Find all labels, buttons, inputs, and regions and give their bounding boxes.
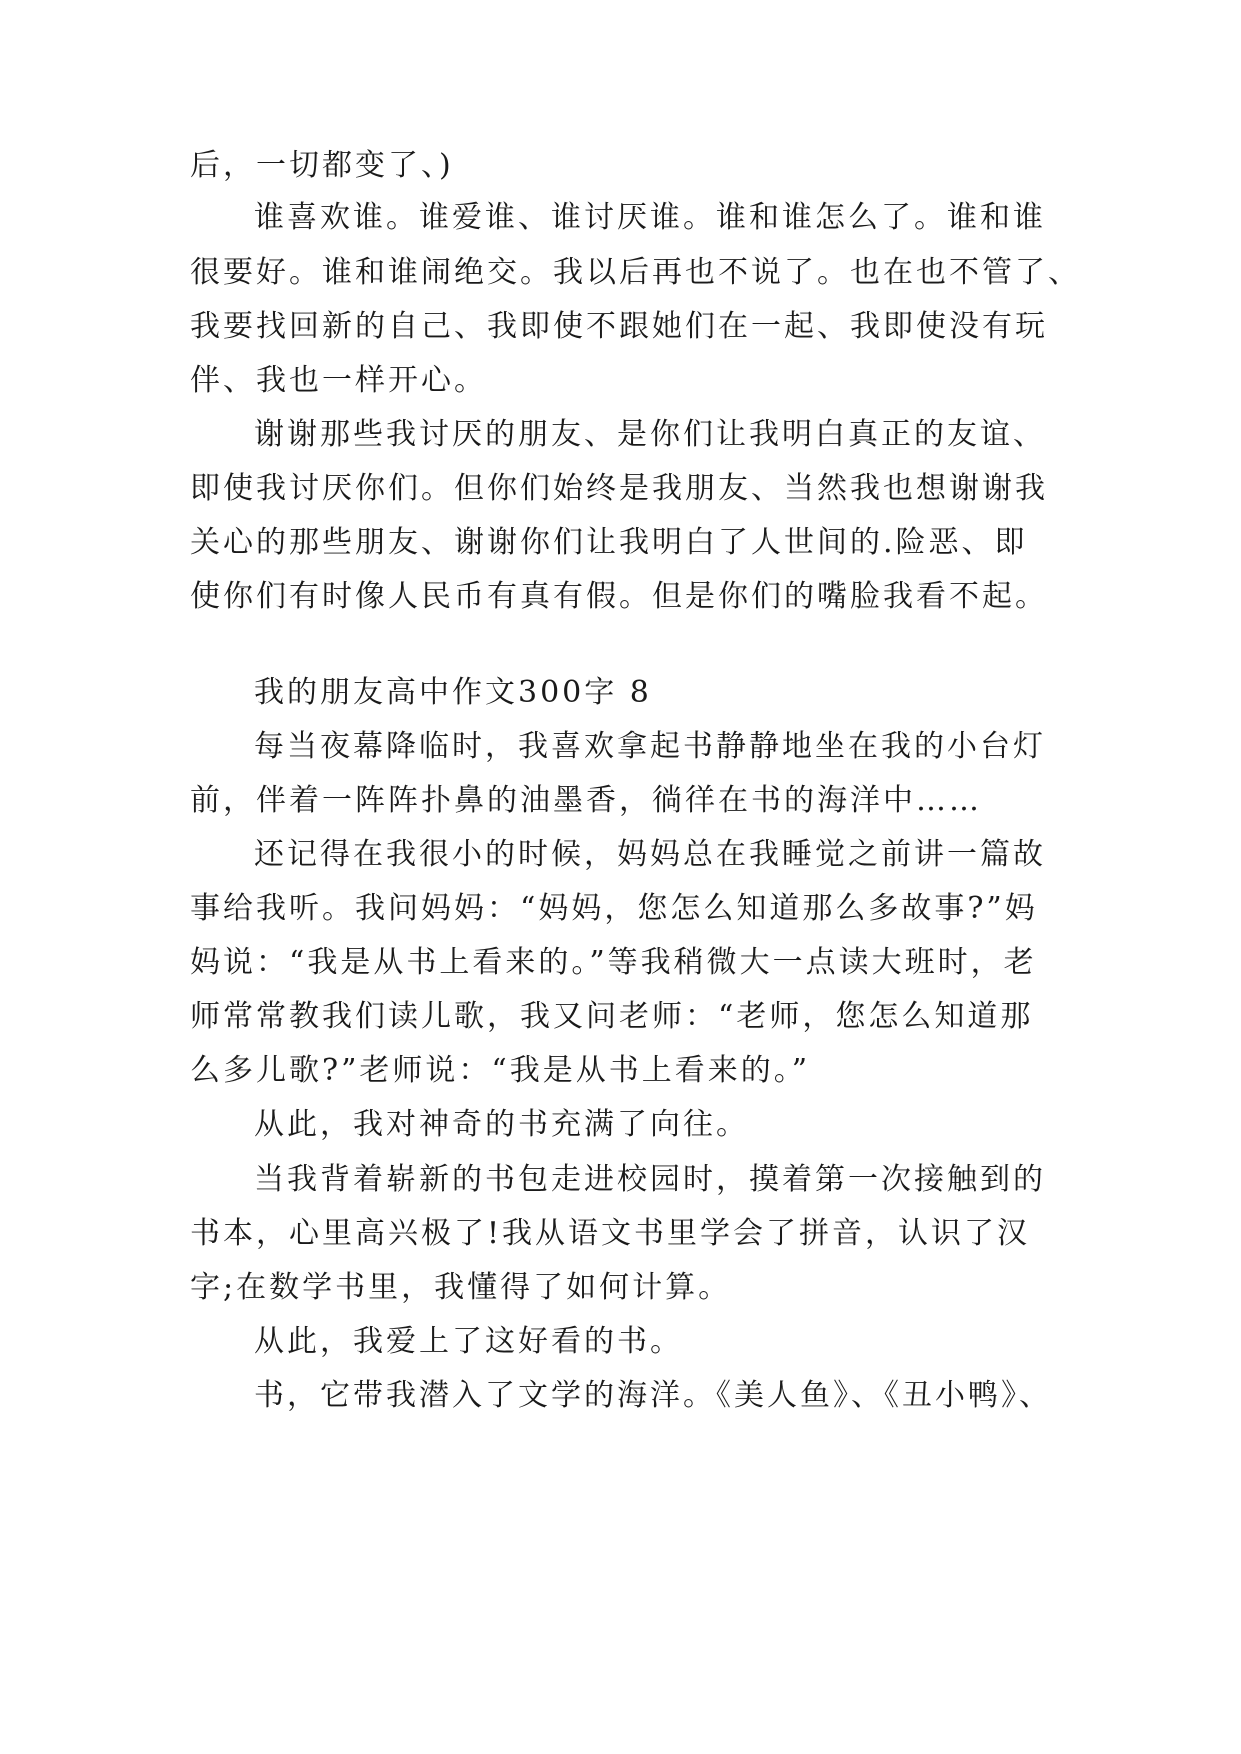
text-line: 使你们有时像人民币有真有假。但是你们的嘴脸我看不起。 — [190, 579, 1048, 614]
text-line: 书，它带我潜入了文学的海洋。《美人鱼》、《丑小鸭》、 — [254, 1378, 1052, 1413]
text-line: 字;在数学书里，我懂得了如何计算。 — [190, 1270, 732, 1305]
text-line: 从此，我爱上了这好看的书。 — [254, 1324, 683, 1359]
text-line: 每当夜幕降临时，我喜欢拿起书静静地坐在我的小台灯 — [254, 729, 1046, 764]
text-line: 谢谢那些我讨厌的朋友、是你们让我明白真正的友谊、 — [254, 417, 1046, 452]
text-line: 前，伴着一阵阵扑鼻的油墨香，徜徉在书的海洋中…… — [190, 783, 982, 818]
text-line: 师常常教我们读儿歌，我又问老师：“老师，您怎么知道那 — [190, 999, 1034, 1034]
text-line: 关心的那些朋友、谢谢你们让我明白了人世间的.险恶、即 — [190, 525, 1028, 560]
text-line: 书本，心里高兴极了!我从语文书里学会了拼音，认识了汉 — [190, 1216, 1031, 1251]
text-line: 妈说：“我是从书上看来的。”等我稍微大一点读大班时，老 — [190, 945, 1037, 980]
text-line: 从此，我对神奇的书充满了向往。 — [254, 1107, 749, 1142]
text-line: 后，一切都变了、) — [190, 148, 454, 183]
text-line: 谁喜欢谁。谁爱谁、谁讨厌谁。谁和谁怎么了。谁和谁 — [254, 200, 1046, 235]
text-line: 么多儿歌?”老师说：“我是从书上看来的。” — [190, 1053, 811, 1088]
text-line: 当我背着崭新的书包走进校园时，摸着第一次接触到的 — [254, 1162, 1046, 1197]
section-heading: 我的朋友高中作文300字 8 — [254, 675, 652, 710]
text-line: 即使我讨厌你们。但你们始终是我朋友、当然我也想谢谢我 — [190, 471, 1048, 506]
text-line: 我要找回新的自己、我即使不跟她们在一起、我即使没有玩 — [190, 309, 1048, 344]
text-line: 事给我听。我问妈妈：“妈妈，您怎么知道那么多故事?”妈 — [190, 891, 1038, 926]
text-line: 还记得在我很小的时候，妈妈总在我睡觉之前讲一篇故 — [254, 837, 1046, 872]
text-line: 伴、我也一样开心。 — [190, 363, 487, 398]
text-line: 很要好。谁和谁闹绝交。我以后再也不说了。也在也不管了、 — [190, 255, 1081, 290]
